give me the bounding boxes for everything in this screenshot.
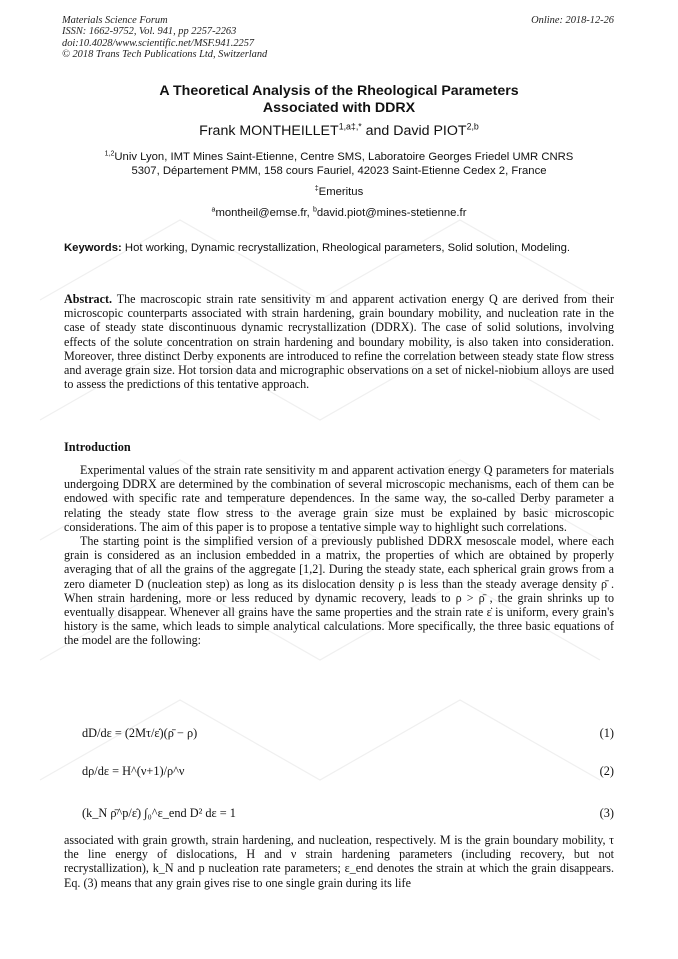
journal-doi[interactable]: doi:10.4028/www.scientific.net/MSF.941.2257 (62, 37, 255, 49)
author-2-marks: 2,b (466, 121, 479, 132)
emeritus-mark: ‡ (314, 185, 319, 193)
abstract (64, 292, 614, 391)
journal-issn: ISSN: 1662-9752, Vol. 941, pp 2257-2263 (62, 26, 237, 38)
email-a[interactable]: montheil@emse.fr, (215, 207, 313, 219)
section-heading-introduction: Introduction (64, 440, 131, 454)
email-b-mark: b (312, 206, 317, 214)
intro-paragraph-2: The starting point is the simplified version of a previously published DDRX mesoscale model, where each grain is considered as an inclusion embedded in a matrix, the properties of which are obtained by properly averaging that of all the grains of the aggregate [1,2]. During the steady state, each spherical grain grows from a zero diameter D (nucleation step) as long as its dislocation density ρ is less than the steady average density ρ̄ . When strain hardening, more or less reduced by dynamic recovery, leads to ρ > ρ̄ , the grain shrinks up to eventually disappear. Whenever all grains have the same properties and the strain rate ε̇ is uniform, every grain's history is the same, which leads to simple analytical calculations. More specifically, the three basic equations of the model are the following: (64, 534, 614, 648)
affiliation-line-2: 5307, Département PMM, 158 cours Fauriel, 42023 Saint-Etienne Cedex 2, France (131, 165, 547, 177)
post-equation-text (64, 833, 614, 890)
email-list (60, 207, 618, 219)
keywords-label: Keywords: (64, 242, 122, 254)
affiliation-marks: 1,2 (104, 150, 115, 158)
affiliation-line-1: Univ Lyon, IMT Mines Saint-Etienne, Centre SMS, Laboratoire Georges Friedel UMR CNRS (114, 151, 574, 163)
title-line-1: A Theoretical Analysis of the Rheological Parameters (159, 83, 519, 99)
journal-header (62, 15, 267, 61)
emeritus-note (60, 186, 618, 198)
affiliation (60, 150, 618, 178)
introduction-body (64, 463, 614, 648)
online-date: Online: 2018-12-26 (531, 15, 614, 26)
equation-1-number: (1) (599, 726, 614, 740)
equation-1-expression: dD/dε = (2Mτ/ε̇)(ρ̄ − ρ) (82, 726, 198, 740)
equation-2 (82, 764, 614, 779)
equation-3 (82, 806, 614, 821)
equation-3-expression: (k_N ρ̄^p/ε̇) ∫₀^ε_end D² dε = 1 (82, 806, 236, 820)
equation-2-number: (2) (599, 764, 614, 778)
journal-copyright: © 2018 Trans Tech Publications Ltd, Switzerland (62, 49, 268, 61)
abstract-text: The macroscopic strain rate sensitivity m and apparent activation energy Q are derived from their microscopic counterparts associated with strain hardening, grain boundary mobility, and nucleation rate in the case of steady state discontinuous dynamic recrystallization (DDRX). The case of solid solutions, involving effects of the solute concentration on strain hardening and boundary mobility, is also taken into consideration. Moreover, three distinct Derby exponents are introduced to refine the correlation between steady state flow stress and average grain size. Hot torsion data and micrographic observations on a set of nickel-niobium alloys are used to assess the predictions of this tentative approach. (64, 292, 614, 392)
post-equation-paragraph: associated with grain growth, strain hardening, and nucleation, respectively. M is the grain boundary mobility, τ the line energy of dislocations, H and ν strain hardening parameters (including recovery, but not recrystallization), k_N and p nucleation rate parameters; ε_end denotes the strain at which the grain disappears. Eq. (3) means that any grain gives rise to one single grain during its life (64, 833, 614, 890)
title-line-2: Associated with DDRX (262, 100, 416, 116)
author-list (60, 123, 618, 139)
emeritus-label: Emeritus (318, 186, 364, 198)
equation-2-expression: dρ/dε = H^(ν+1)/ρ^ν (82, 764, 185, 778)
abstract-paragraph (64, 292, 614, 391)
journal-name: Materials Science Forum (62, 15, 168, 26)
intro-paragraph-1: Experimental values of the strain rate sensitivity m and apparent activation energy Q parameters for materials undergoing DDRX are determined by the combination of several microscopic mechanisms, each of them can be endowed with specific rate and temperature dependences. In the same way, the so-called Derby parameter a relating the steady state flow stress to the average grain size must be explained by basic microscopic considerations. The aim of this paper is to propose a tentative simple way to highlight such correlations. (64, 463, 614, 534)
equation-1 (82, 726, 614, 741)
email-a-mark: a (211, 206, 216, 214)
author-2: and David PIOT (361, 123, 467, 139)
keywords-text: Hot working, Dynamic recrystallization, Rheological parameters, Solid solution, Modeling. (121, 242, 571, 254)
abstract-label: Abstract. (64, 292, 113, 306)
author-1: Frank MONTHEILLET (199, 123, 339, 139)
author-1-marks: 1,a‡,* (338, 121, 362, 132)
equation-3-number: (3) (599, 806, 614, 820)
email-b[interactable]: david.piot@mines-stetienne.fr (316, 207, 467, 219)
paper-title (60, 83, 618, 117)
keywords (64, 241, 614, 255)
